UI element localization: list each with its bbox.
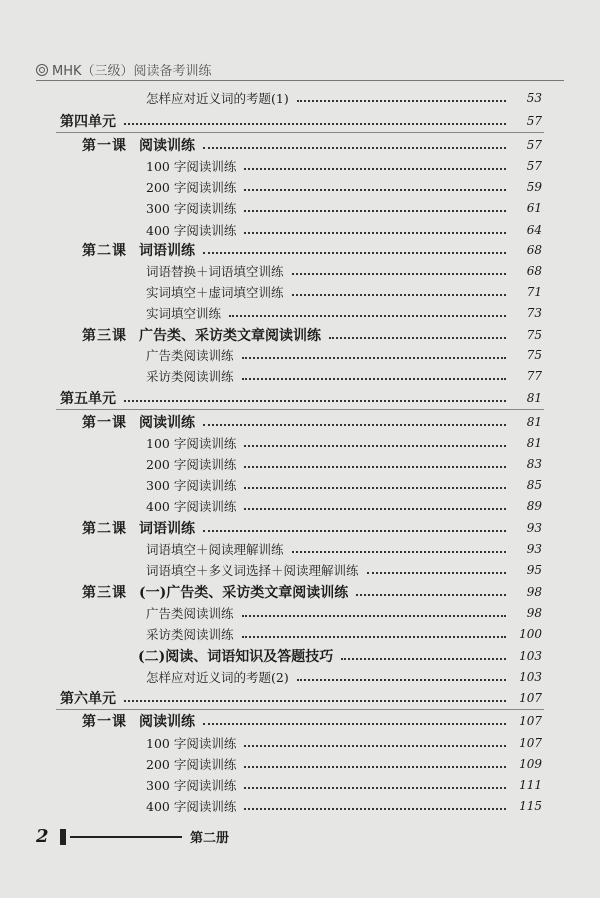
leader-dots	[229, 315, 506, 317]
lesson-number: 第一课	[82, 714, 127, 730]
toc-page-number: 81	[526, 415, 542, 429]
toc-item	[146, 666, 544, 688]
toc-item-label: 200 字阅读训练	[146, 180, 237, 195]
toc-page-number: 107	[519, 736, 542, 750]
toc-item	[146, 774, 544, 796]
leader-dots	[203, 723, 506, 725]
leader-dots	[124, 123, 506, 125]
toc-unit	[60, 387, 544, 409]
leader-dots	[244, 487, 506, 489]
toc-item	[146, 623, 544, 645]
leader-dots	[244, 787, 506, 789]
toc-page-number: 95	[526, 563, 542, 577]
lesson-number: 第一课	[82, 138, 127, 154]
leader-dots	[341, 658, 506, 660]
toc-item-label: 广告类阅读训练	[146, 348, 234, 363]
lesson-title: 阅读训练	[139, 714, 195, 730]
toc-lesson-label	[82, 711, 199, 731]
toc-unit-label: 第四单元	[60, 114, 116, 130]
toc-item-label: 400 字阅读训练	[146, 223, 237, 238]
toc-page-number: 98	[526, 606, 542, 620]
leader-dots	[203, 252, 506, 254]
toc-item	[146, 87, 544, 109]
lesson-title: 词语训练	[139, 243, 195, 259]
leader-dots	[242, 636, 506, 638]
toc-item	[146, 453, 544, 475]
footer-bar-mark	[60, 829, 66, 845]
toc-item	[146, 281, 544, 303]
toc-page-number: 68	[526, 243, 542, 257]
toc-page-number: 81	[526, 436, 542, 450]
leader-dots	[292, 551, 506, 553]
toc-page-number: 73	[526, 306, 542, 320]
lesson-number: 第三课	[82, 585, 127, 601]
toc-item-label: 300 字阅读训练	[146, 478, 237, 493]
toc-page-number: 77	[526, 369, 542, 383]
toc-lesson	[82, 134, 544, 156]
toc-item-label: 怎样应对近义词的考题(2)	[146, 670, 289, 685]
toc-page-number: 93	[526, 542, 542, 556]
toc-page-number: 57	[526, 138, 542, 152]
toc-page-number: 71	[526, 285, 542, 299]
toc-item-label: 200 字阅读训练	[146, 457, 237, 472]
lesson-number: 第一课	[82, 415, 127, 431]
running-header-title: MHK（三级）阅读备考训练	[52, 64, 212, 79]
toc-item-label: 怎样应对近义词的考题(1)	[146, 91, 289, 106]
toc-unit-label: 第五单元	[60, 391, 116, 407]
toc-lesson-label	[82, 135, 199, 155]
toc-lesson-label	[82, 412, 199, 432]
page-number: 2	[36, 826, 49, 847]
toc-item	[146, 432, 544, 454]
toc-page-number: 107	[519, 714, 542, 728]
toc-page-number: 75	[526, 328, 542, 342]
toc-item	[146, 795, 544, 817]
toc-item	[146, 260, 544, 282]
lesson-number: 第二课	[82, 521, 127, 537]
toc-page-number: 85	[526, 478, 542, 492]
toc-page-number: 53	[526, 91, 542, 105]
leader-dots	[356, 594, 506, 596]
toc-page-number: 83	[526, 457, 542, 471]
leader-dots	[297, 100, 506, 102]
leader-dots	[244, 168, 506, 170]
toc-lesson-label	[82, 325, 325, 345]
toc-page-number: 98	[526, 585, 542, 599]
unit-underline	[56, 409, 544, 410]
toc-item-label: 100 字阅读训练	[146, 159, 237, 174]
lesson-title: 广告类、采访类文章阅读训练	[139, 328, 321, 344]
toc-item	[146, 365, 544, 387]
toc-item-label: 广告类阅读训练	[146, 606, 234, 621]
lesson-number: 第二课	[82, 243, 127, 259]
toc-lesson-label	[82, 518, 199, 538]
toc-item	[146, 474, 544, 496]
lesson-title: (一)广告类、采访类文章阅读训练	[139, 585, 349, 601]
toc-item	[146, 753, 544, 775]
toc-item	[146, 602, 544, 624]
leader-dots	[244, 210, 506, 212]
volume-label: 第二册	[190, 831, 230, 846]
toc-item	[146, 495, 544, 517]
toc-page-number: 57	[526, 114, 542, 128]
toc-item-label: 采访类阅读训练	[146, 369, 234, 384]
toc-item-label: 300 字阅读训练	[146, 778, 237, 793]
leader-dots	[329, 337, 506, 339]
toc-unit	[60, 110, 544, 132]
leader-dots	[203, 147, 506, 149]
toc-item-label: 采访类阅读训练	[146, 627, 234, 642]
leader-dots	[244, 445, 506, 447]
toc-item	[146, 197, 544, 219]
toc-page-number: 64	[526, 223, 542, 237]
leader-dots	[242, 378, 506, 380]
leader-dots	[244, 508, 506, 510]
toc-page-number: 61	[526, 201, 542, 215]
page-footer	[36, 826, 229, 847]
toc-unit	[60, 687, 544, 709]
leader-dots	[203, 530, 506, 532]
toc-item-label: 400 字阅读训练	[146, 799, 237, 814]
toc-unit-label: 第六单元	[60, 691, 116, 707]
leader-dots	[244, 745, 506, 747]
toc-lesson	[82, 581, 544, 603]
toc-item	[146, 732, 544, 754]
leader-dots	[367, 572, 506, 574]
leader-dots	[203, 424, 506, 426]
toc-lesson-label	[82, 240, 199, 260]
toc-item	[146, 559, 544, 581]
unit-underline	[56, 132, 544, 133]
leader-dots	[124, 400, 506, 402]
toc-item	[146, 344, 544, 366]
toc-page-number: 115	[519, 799, 542, 813]
toc-page-number: 109	[519, 757, 542, 771]
toc-lesson-label	[82, 646, 337, 666]
toc-lesson	[82, 645, 544, 667]
toc-page-number: 93	[526, 521, 542, 535]
toc-item-label: 实词填空训练	[146, 306, 222, 321]
toc-page-number: 103	[519, 649, 542, 663]
toc-item-label: 300 字阅读训练	[146, 201, 237, 216]
footer-rule	[70, 836, 182, 838]
lesson-title: 词语训练	[139, 521, 195, 537]
leader-dots	[244, 766, 506, 768]
toc-item-label: 词语填空＋阅读理解训练	[146, 542, 284, 557]
leader-dots	[244, 466, 506, 468]
toc-item	[146, 219, 544, 241]
toc-item	[146, 302, 544, 324]
toc-page-number: 107	[519, 691, 542, 705]
lesson-number: 第三课	[82, 328, 127, 344]
toc-page-number: 100	[519, 627, 542, 641]
leader-dots	[292, 273, 506, 275]
toc-page-number: 57	[526, 159, 542, 173]
toc-item	[146, 538, 544, 560]
toc-lesson	[82, 411, 544, 433]
lesson-title: 阅读训练	[139, 138, 195, 154]
leader-dots	[124, 700, 506, 702]
leader-dots	[297, 679, 506, 681]
toc-lesson	[82, 324, 544, 346]
toc-page-number: 103	[519, 670, 542, 684]
lesson-title: 阅读训练	[139, 415, 195, 431]
toc-item-label: 词语替换＋词语填空训练	[146, 264, 284, 279]
toc-item-label: 词语填空＋多义词选择＋阅读理解训练	[146, 563, 359, 578]
toc-item-label: 200 字阅读训练	[146, 757, 237, 772]
toc-item	[146, 176, 544, 198]
toc-page-number: 111	[519, 778, 542, 792]
leader-dots	[244, 808, 506, 810]
toc-page-number: 75	[526, 348, 542, 362]
toc-page-number: 81	[526, 391, 542, 405]
toc-item-label: 实词填空＋虚词填空训练	[146, 285, 284, 300]
leader-dots	[292, 294, 506, 296]
toc-item	[146, 155, 544, 177]
toc-lesson	[82, 239, 544, 261]
toc-page-number: 59	[526, 180, 542, 194]
toc-item-label: 100 字阅读训练	[146, 736, 237, 751]
toc-lesson	[82, 517, 544, 539]
lesson-title: (二)阅读、词语知识及答题技巧	[138, 649, 334, 665]
leader-dots	[244, 189, 506, 191]
leader-dots	[244, 232, 506, 234]
toc-item-label: 100 字阅读训练	[146, 436, 237, 451]
toc-lesson-label	[82, 582, 352, 602]
leader-dots	[242, 357, 506, 359]
toc-page-number: 89	[526, 499, 542, 513]
toc-page-number: 68	[526, 264, 542, 278]
leader-dots	[242, 615, 506, 617]
toc-lesson	[82, 710, 544, 732]
toc-item-label: 400 字阅读训练	[146, 499, 237, 514]
